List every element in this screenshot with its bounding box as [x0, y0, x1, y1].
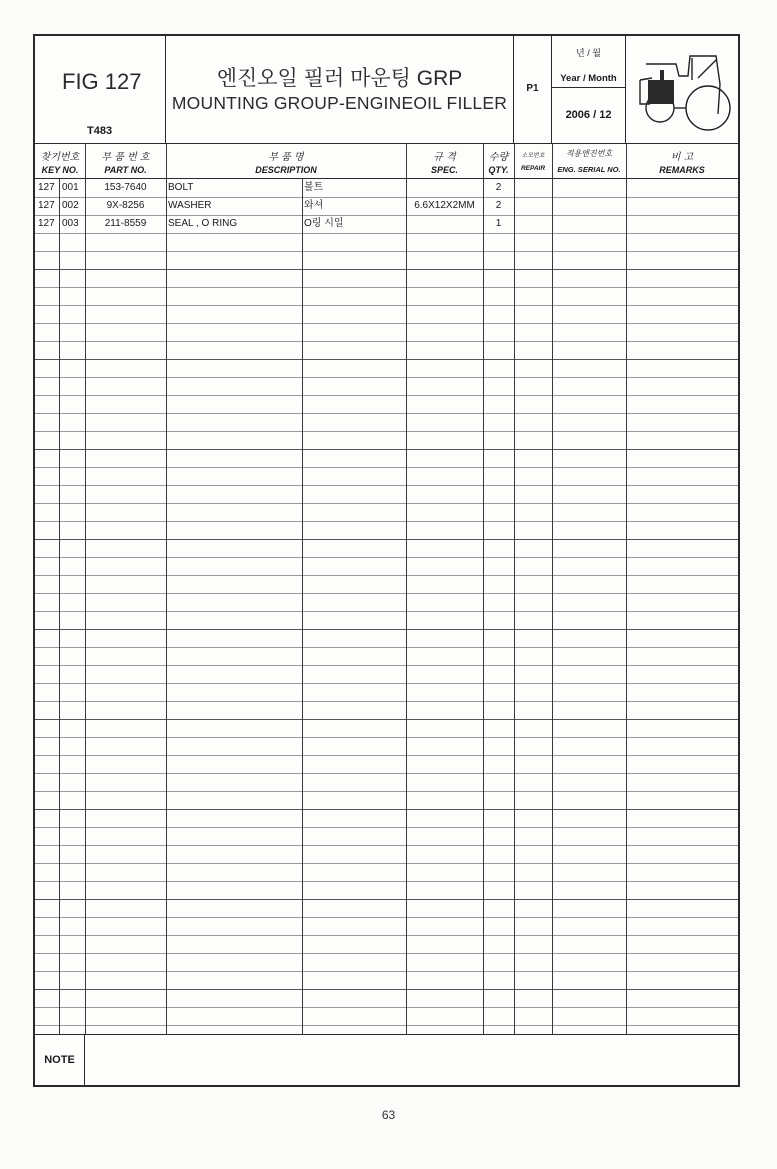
row-rule: [35, 467, 738, 468]
table-row: [35, 179, 738, 197]
row-rule: [35, 503, 738, 504]
row-rule: [35, 773, 738, 774]
row-key: 002: [62, 200, 79, 211]
column-header-row: [35, 144, 738, 179]
row-rule: [35, 611, 738, 612]
row-rule: [35, 341, 738, 342]
row-rule: [35, 917, 738, 918]
row-rule: [35, 197, 738, 198]
row-fig: 127: [38, 182, 55, 193]
row-rule: [35, 683, 738, 684]
title-english: MOUNTING GROUP-ENGINEOIL FILLER: [171, 93, 508, 113]
row-rule: [35, 485, 738, 486]
date-label-english: Year / Month: [560, 73, 617, 84]
row-rule: [35, 395, 738, 396]
row-rule: [35, 827, 738, 828]
row-rule: [35, 665, 738, 666]
row-rule: [35, 809, 738, 810]
row-qty: 1: [495, 218, 502, 229]
row-desc-ko: 볼트: [304, 182, 324, 193]
row-rule: [35, 629, 738, 630]
row-part-no: 153-7640: [104, 182, 147, 193]
row-rule: [35, 953, 738, 954]
row-rule: [35, 287, 738, 288]
row-fig: 127: [38, 200, 55, 211]
divider-serial: [552, 144, 553, 1034]
row-spec: [406, 215, 483, 233]
note-section: [35, 1034, 738, 1085]
col-qty: 수량 QTY.: [488, 152, 509, 175]
row-rule: [35, 413, 738, 414]
row-rule: [35, 845, 738, 846]
tractor-icon: [632, 44, 732, 134]
row-rule: [35, 791, 738, 792]
row-key: 001: [62, 182, 79, 193]
row-desc-en: WASHER: [168, 200, 212, 211]
fig-cell: [35, 36, 166, 144]
divider-key-sub: [59, 179, 60, 1034]
row-rule: [35, 989, 738, 990]
divider-part: [85, 144, 86, 1034]
row-qty: 2: [495, 182, 502, 193]
row-rule: [35, 701, 738, 702]
row-rule: [35, 449, 738, 450]
row-rule: [35, 971, 738, 972]
col-remarks: 비 고 REMARKS: [659, 152, 705, 175]
divider-desc: [166, 144, 167, 1034]
row-rule: [35, 431, 738, 432]
divider-desc-sub: [302, 179, 303, 1034]
row-rule: [35, 719, 738, 720]
row-part-no: 9X-8256: [106, 200, 145, 211]
row-rule: [35, 359, 738, 360]
col-part-no: 부 품 번 호 PART NO.: [101, 152, 150, 175]
fig-number: FIG 127: [62, 69, 142, 94]
row-rule: [35, 215, 738, 216]
divider-qty: [483, 144, 484, 1034]
col-repair: 소모번호 REPAIR: [520, 152, 546, 172]
col-spec: 규 격 SPEC.: [430, 152, 458, 175]
row-fig: 127: [38, 218, 55, 229]
row-rule: [35, 305, 738, 306]
divider-spec: [406, 144, 407, 1034]
row-rule: [35, 881, 738, 882]
table-row: [35, 197, 738, 215]
divider-repair: [514, 144, 515, 1034]
parts-sheet: [33, 34, 740, 1087]
row-spec: 6.6X12X2MM: [414, 200, 475, 211]
row-rule: [35, 521, 738, 522]
row-key: 003: [62, 218, 79, 229]
row-desc-en: BOLT: [168, 182, 194, 193]
illustration-cell: [626, 36, 738, 144]
page-code: P1: [526, 83, 539, 94]
parts-table-body: [35, 179, 738, 1034]
table-row: [35, 215, 738, 233]
row-rule: [35, 269, 738, 270]
row-desc-en: SEAL , O RING: [168, 218, 238, 229]
row-rule: [35, 737, 738, 738]
col-eng-serial: 적용엔진번호 ENG. SERIAL NO.: [557, 149, 621, 174]
row-qty: 2: [495, 200, 502, 211]
date-label-korean: 년 / 월: [576, 48, 601, 58]
row-rule: [35, 233, 738, 234]
row-rule: [35, 1007, 738, 1008]
row-part-no: 211-8559: [104, 218, 147, 229]
row-rule: [35, 251, 738, 252]
row-rule: [35, 899, 738, 900]
divider-remarks: [626, 144, 627, 1034]
row-rule: [35, 863, 738, 864]
page-cell: [514, 36, 552, 144]
row-rule: [35, 377, 738, 378]
row-rule: [35, 755, 738, 756]
title-cell: [166, 36, 514, 144]
page-number: 63: [381, 1108, 396, 1122]
row-spec: [406, 179, 483, 197]
row-rule: [35, 593, 738, 594]
row-rule: [35, 647, 738, 648]
sheet-header: [35, 36, 738, 144]
model-code: T483: [87, 125, 113, 137]
col-key-no: 찾기번호 KEY NO.: [40, 152, 80, 175]
row-rule: [35, 557, 738, 558]
row-rule: [35, 575, 738, 576]
note-label: NOTE: [35, 1035, 85, 1086]
row-rule: [35, 935, 738, 936]
row-rule: [35, 323, 738, 324]
row-rule: [35, 1025, 738, 1026]
date-cell: [552, 36, 626, 144]
row-rule: [35, 539, 738, 540]
title-korean: 엔진오일 필러 마운팅 GRP: [216, 67, 463, 90]
row-desc-ko: 와셔: [304, 200, 324, 211]
col-description: 부 품 명 DESCRIPTION: [255, 152, 317, 175]
row-desc-ko: O링 시일: [304, 218, 344, 229]
date-value: 2006 / 12: [565, 109, 612, 121]
